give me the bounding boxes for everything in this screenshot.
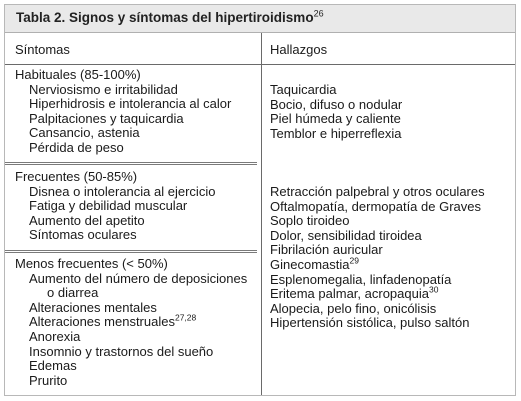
list-item: Pérdida de peso <box>29 139 124 155</box>
section-heading: Menos frecuentes (< 50%) <box>15 256 168 271</box>
list-item: Oftalmopatía, dermopatía de Graves <box>270 198 481 214</box>
list-item: Edemas <box>29 358 77 374</box>
section-divider <box>5 250 257 253</box>
section-divider <box>5 162 257 165</box>
list-item: Disnea o intolerancia al ejercicio <box>29 183 216 199</box>
list-item: Ginecomastia$^{29}$ <box>270 255 359 272</box>
list-item-continuation: o diarrea <box>47 285 99 301</box>
list-item: Hiperhidrosis e intolerancia al calor <box>29 96 232 112</box>
list-item: Bocio, difuso o nodular <box>270 96 403 112</box>
column-header-hallazgos: Hallazgos <box>270 42 328 57</box>
list-item: Prurito <box>29 372 68 388</box>
list-item: Eritema palmar, acropaquia$^{30}$ <box>270 284 439 302</box>
list-item: Soplo tiroideo <box>270 213 350 229</box>
reference-superscript: 29 <box>349 255 359 266</box>
list-item: Anorexia <box>29 328 81 344</box>
section-heading: Habituales (85-100%) <box>15 67 141 82</box>
column-header-row <box>5 33 515 65</box>
list-item: Alopecia, pelo fino, onicólisis <box>270 300 437 316</box>
list-item: Esplenomegalia, linfadenopatía <box>270 271 452 287</box>
symptoms-table <box>4 4 516 396</box>
section-menos-frecuentes <box>15 257 247 388</box>
section-frecuentes <box>15 170 215 243</box>
list-item: Alteraciones menstruales$^{27,28}$ <box>29 313 197 330</box>
list-item: Piel húmeda y caliente <box>270 111 401 127</box>
table-caption: Tabla 2. Signos y síntomas del hipertiroidismo$^{26}$ <box>16 8 324 25</box>
column-divider <box>261 33 262 395</box>
column-header-sintomas: Síntomas <box>15 42 70 57</box>
list-item: Dolor, sensibilidad tiroidea <box>270 227 422 243</box>
section-habituales <box>15 68 231 156</box>
list-item: Taquicardia <box>270 82 337 97</box>
table-caption-bar <box>5 5 515 33</box>
list-item: Temblor e hiperreflexia <box>270 125 402 141</box>
list-item: Alteraciones mentales <box>29 299 157 315</box>
list-item: Palpitaciones y taquicardia <box>29 110 184 126</box>
hallazgos-group-1 <box>270 83 402 141</box>
list-item: Cansancio, astenia <box>29 125 140 141</box>
list-item: Insomnio y trastornos del sueño <box>29 343 214 359</box>
reference-superscript: 27,28 <box>174 313 197 324</box>
list-item: Hipertensión sistólica, pulso saltón <box>270 315 470 331</box>
section-heading: Frecuentes (50-85%) <box>15 169 138 184</box>
list-item: Nerviosismo e irritabilidad <box>29 81 178 97</box>
list-item: Aumento del número de deposiciones <box>29 270 248 286</box>
list-item: Fatiga y debilidad muscular <box>29 198 188 214</box>
list-item: Síntomas oculares <box>29 227 137 243</box>
reference-superscript: 30 <box>428 284 439 295</box>
hallazgos-group-2 <box>270 185 485 331</box>
list-item: Aumento del apetito <box>29 212 145 228</box>
list-item: Fibrilación auricular <box>270 242 383 258</box>
list-item: Retracción palpebral y otros oculares <box>270 184 485 199</box>
caption-reference: 26 <box>313 8 324 19</box>
